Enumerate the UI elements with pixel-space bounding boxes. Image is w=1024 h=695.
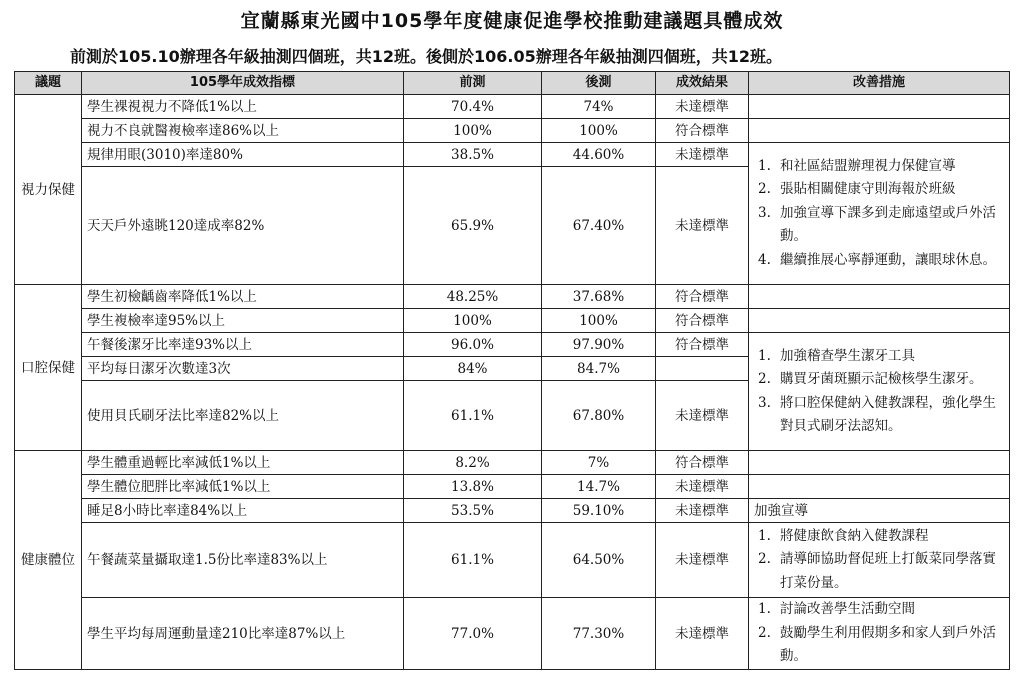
table-row xyxy=(15,499,1010,523)
measures-cell-exercise xyxy=(749,598,1010,670)
result-cell: 未達標準 xyxy=(656,475,749,499)
post-cell: 64.50% xyxy=(542,523,656,598)
post-cell: 84.7% xyxy=(542,357,656,381)
indicator-cell: 午餐後潔牙比率達93%以上 xyxy=(82,333,404,357)
indicator-cell: 平均每日潔牙次數達3次 xyxy=(82,357,404,381)
table-row xyxy=(15,451,1010,475)
pre-cell: 96.0% xyxy=(404,333,542,357)
post-cell: 7% xyxy=(542,451,656,475)
table-row xyxy=(15,523,1010,598)
indicator-cell: 視力不良就醫複檢率達86%以上 xyxy=(82,119,404,143)
result-cell: 未達標準 xyxy=(656,167,749,285)
result-cell: 未達標準 xyxy=(656,598,749,670)
measure-item: 將健康飲食納入健教課程 xyxy=(780,527,929,544)
result-cell: 符合標準 xyxy=(656,309,749,333)
pre-cell: 8.2% xyxy=(404,451,542,475)
header-indicator: 105學年成效指標 xyxy=(82,72,404,95)
table-row xyxy=(15,119,1010,143)
result-cell xyxy=(656,357,749,381)
result-cell: 未達標準 xyxy=(656,381,749,451)
post-cell: 67.40% xyxy=(542,167,656,285)
pre-cell: 53.5% xyxy=(404,499,542,523)
measure-item: 將口腔保健納入健教課程，強化學生對貝式刷牙法認知。 xyxy=(780,394,996,434)
topic-cell-vision: 視力保健 xyxy=(15,95,82,285)
post-cell: 97.90% xyxy=(542,333,656,357)
result-cell: 未達標準 xyxy=(656,143,749,167)
pre-cell: 48.25% xyxy=(404,285,542,309)
post-cell: 100% xyxy=(542,309,656,333)
result-cell: 未達標準 xyxy=(656,499,749,523)
pre-cell: 61.1% xyxy=(404,523,542,598)
measure-item: 張貼相關健康守則海報於班級 xyxy=(780,181,956,198)
pre-cell: 65.9% xyxy=(404,167,542,285)
measures-cell-vision xyxy=(749,143,1010,285)
page-title: 宜蘭縣東光國中105學年度健康促進學校推動建議題具體成效 xyxy=(240,10,784,32)
header-pre: 前測 xyxy=(404,72,542,95)
header-topic: 議題 xyxy=(15,72,82,95)
indicator-cell: 學生體位肥胖比率減低1%以上 xyxy=(82,475,404,499)
results-table xyxy=(14,71,1010,670)
table-row xyxy=(15,95,1010,119)
measure-item: 加強宣導下課多到走廊遠望或戶外活動。 xyxy=(780,204,996,245)
page-subtitle: 前測於105.10辦理各年級抽測四個班，共12班。後側於106.05辦理各年級抽測四個班，共12班。 xyxy=(70,47,783,66)
indicator-cell: 學生複檢率達95%以上 xyxy=(82,309,404,333)
measures-cell-empty xyxy=(749,285,1010,309)
table-row xyxy=(15,285,1010,309)
measures-cell-sleep: 加強宣導 xyxy=(749,499,1010,523)
measures-cell-empty xyxy=(749,119,1010,143)
pre-cell: 77.0% xyxy=(404,598,542,670)
measure-item: 和社區結盟辦理視力保健宣導 xyxy=(780,157,956,174)
indicator-cell: 學生平均每周運動量達210比率達87%以上 xyxy=(82,598,404,670)
indicator-cell: 學生體重過輕比率減低1%以上 xyxy=(82,451,404,475)
measures-cell-oral xyxy=(749,333,1010,451)
measures-cell-empty xyxy=(749,451,1010,475)
header-post: 後測 xyxy=(542,72,656,95)
result-cell: 符合標準 xyxy=(656,119,749,143)
indicator-cell: 睡足8小時比率達84%以上 xyxy=(82,499,404,523)
table-row xyxy=(15,598,1010,670)
post-cell: 77.30% xyxy=(542,598,656,670)
measure-item: 加強稽查學生潔牙工具 xyxy=(780,347,915,364)
pre-cell: 100% xyxy=(404,119,542,143)
post-cell: 67.80% xyxy=(542,381,656,451)
measure-item: 購買牙菌斑顯示記檢核學生潔牙。 xyxy=(780,371,983,387)
indicator-cell: 規律用眼(3010)率達80% xyxy=(82,143,404,167)
header-measures: 改善措施 xyxy=(749,72,1010,95)
measures-cell-veg xyxy=(749,523,1010,598)
indicator-cell: 學生初檢齲齒率降低1%以上 xyxy=(82,285,404,309)
post-cell: 44.60% xyxy=(542,143,656,167)
result-cell: 符合標準 xyxy=(656,333,749,357)
pre-cell: 38.5% xyxy=(404,143,542,167)
table-row xyxy=(15,143,1010,167)
pre-cell: 84% xyxy=(404,357,542,381)
result-cell: 符合標準 xyxy=(656,285,749,309)
pre-cell: 100% xyxy=(404,309,542,333)
measures-cell-empty xyxy=(749,95,1010,119)
result-cell: 未達標準 xyxy=(656,95,749,119)
table-row xyxy=(15,309,1010,333)
post-cell: 59.10% xyxy=(542,499,656,523)
post-cell: 37.68% xyxy=(542,285,656,309)
post-cell: 100% xyxy=(542,119,656,143)
result-cell: 符合標準 xyxy=(656,451,749,475)
indicator-cell: 午餐蔬菜量攝取達1.5份比率達83%以上 xyxy=(82,523,404,598)
table-row xyxy=(15,333,1010,357)
measure-item: 繼續推展心寧靜運動，讓眼球休息。 xyxy=(780,251,996,268)
topic-cell-weight: 健康體位 xyxy=(15,451,82,670)
post-cell: 74% xyxy=(542,95,656,119)
measure-item: 請導師協助督促班上打飯菜同學落實打菜份量。 xyxy=(780,551,996,591)
pre-cell: 61.1% xyxy=(404,381,542,451)
measures-cell-empty xyxy=(749,309,1010,333)
indicator-cell: 學生裸視視力不降低1%以上 xyxy=(82,95,404,119)
measures-cell-empty xyxy=(749,475,1010,499)
topic-cell-oral: 口腔保健 xyxy=(15,285,82,451)
measure-item: 討論改善學生活動空間 xyxy=(780,601,915,618)
indicator-cell: 天天戶外遠眺120達成率82% xyxy=(82,167,404,285)
result-cell: 未達標準 xyxy=(656,523,749,598)
indicator-cell: 使用貝氏刷牙法比率達82%以上 xyxy=(82,381,404,451)
header-row xyxy=(15,72,1010,95)
measure-item: 鼓勵學生利用假期多和家人到戶外活動。 xyxy=(780,624,996,665)
post-cell: 14.7% xyxy=(542,475,656,499)
pre-cell: 70.4% xyxy=(404,95,542,119)
header-result: 成效結果 xyxy=(656,72,749,95)
table-row xyxy=(15,475,1010,499)
pre-cell: 13.8% xyxy=(404,475,542,499)
